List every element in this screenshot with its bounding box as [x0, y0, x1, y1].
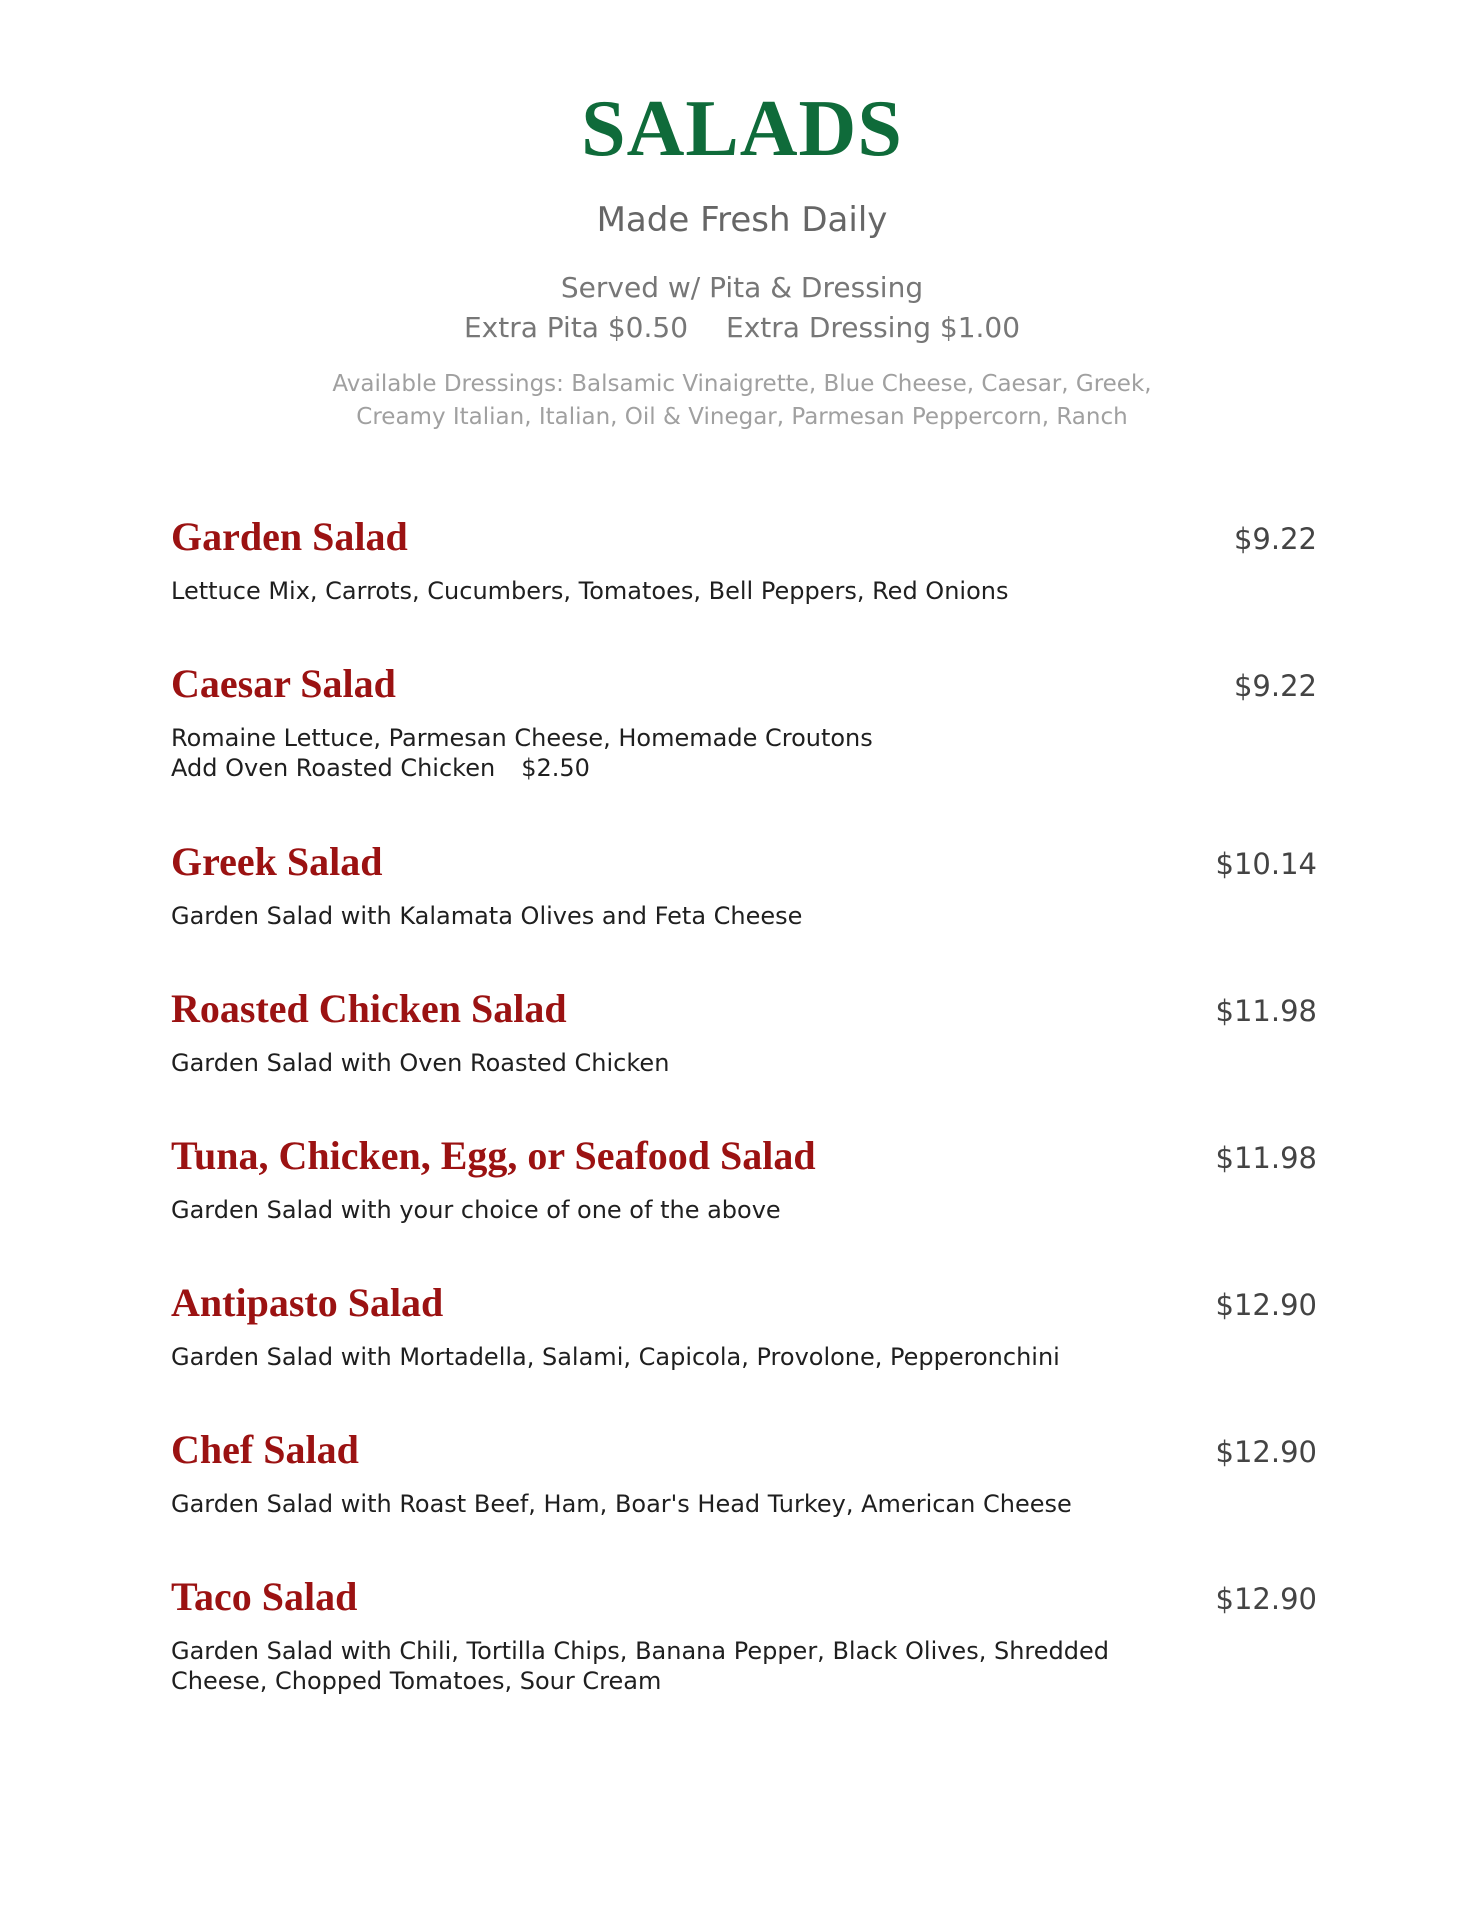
addon-line: [171, 753, 1171, 783]
item-price: $11.98: [1215, 1141, 1317, 1175]
dressings-line: Available Dressings: Balsamic Vinaigrette, Blue Cheese, Caesar, Greek,: [332, 371, 1152, 397]
item-name: Caesar Salad: [171, 661, 396, 706]
dressings-line: Creamy Italian, Italian, Oil & Vinegar, Parmesan Peppercorn, Ranch: [356, 404, 1128, 430]
served-with-note: Served w/ Pita & Dressing: [560, 271, 924, 304]
menu-item: [171, 1425, 1317, 1572]
item-price: $12.90: [1215, 1435, 1317, 1469]
description-line: Garden Salad with Oven Roasted Chicken: [171, 1049, 670, 1077]
page-subtitle: Made Fresh Daily: [596, 200, 888, 240]
description-line: Garden Salad with Mortadella, Salami, Capicola, Provolone, Pepperonchini: [171, 1343, 1060, 1371]
description-line: Garden Salad with Kalamata Olives and Feta Cheese: [171, 902, 803, 930]
extras-line: [0, 308, 1484, 348]
item-name: Garden Salad: [171, 514, 408, 559]
description-line: Romaine Lettuce, Parmesan Cheese, Homemade Croutons: [171, 724, 873, 752]
item-price: $11.98: [1215, 994, 1317, 1028]
item-name: Chef Salad: [171, 1427, 359, 1472]
description-line: Lettuce Mix, Carrots, Cucumbers, Tomatoes, Bell Peppers, Red Onions: [171, 577, 1009, 605]
item-description: [171, 1195, 1171, 1225]
item-price: $10.14: [1215, 847, 1317, 881]
menu-item: [171, 1572, 1317, 1719]
item-description: [171, 723, 1171, 783]
page-title: SALADS: [581, 85, 903, 173]
item-price: $9.22: [1233, 522, 1317, 556]
menu-item: [171, 984, 1317, 1131]
description-line: Garden Salad with your choice of one of the above: [171, 1196, 781, 1224]
extra-dressing-price: Extra Dressing $1.00: [726, 311, 1021, 344]
item-name: Antipasto Salad: [171, 1280, 444, 1325]
menu-items-list: [171, 512, 1317, 1719]
item-name: Taco Salad: [171, 1574, 358, 1619]
item-price: $9.22: [1233, 669, 1317, 703]
item-name: Tuna, Chicken, Egg, or Seafood Salad: [171, 1133, 816, 1178]
description-line: Cheese, Chopped Tomatoes, Sour Cream: [171, 1667, 662, 1695]
addon-price: $2.50: [521, 754, 590, 782]
item-description: [171, 1048, 1171, 1078]
extra-pita-price: Extra Pita $0.50: [463, 311, 689, 344]
item-description: [171, 1342, 1171, 1372]
description-line: Garden Salad with Chili, Tortilla Chips, Banana Pepper, Black Olives, Shredded: [171, 1637, 1109, 1665]
item-description: [171, 1489, 1171, 1519]
item-price: $12.90: [1215, 1582, 1317, 1616]
menu-item: [171, 1131, 1317, 1278]
menu-item: [171, 837, 1317, 984]
item-name: Roasted Chicken Salad: [171, 986, 567, 1031]
menu-item: [171, 659, 1317, 837]
description-line: Garden Salad with Roast Beef, Ham, Boar's Head Turkey, American Cheese: [171, 1490, 1072, 1518]
item-description: [171, 1636, 1171, 1696]
available-dressings: [300, 368, 1184, 434]
item-name: Greek Salad: [171, 839, 383, 884]
addon-label: Add Oven Roasted Chicken: [171, 754, 496, 782]
item-price: $12.90: [1215, 1288, 1317, 1322]
item-description: [171, 901, 1171, 931]
menu-item: [171, 1278, 1317, 1425]
item-description: [171, 576, 1171, 606]
menu-item: [171, 512, 1317, 659]
